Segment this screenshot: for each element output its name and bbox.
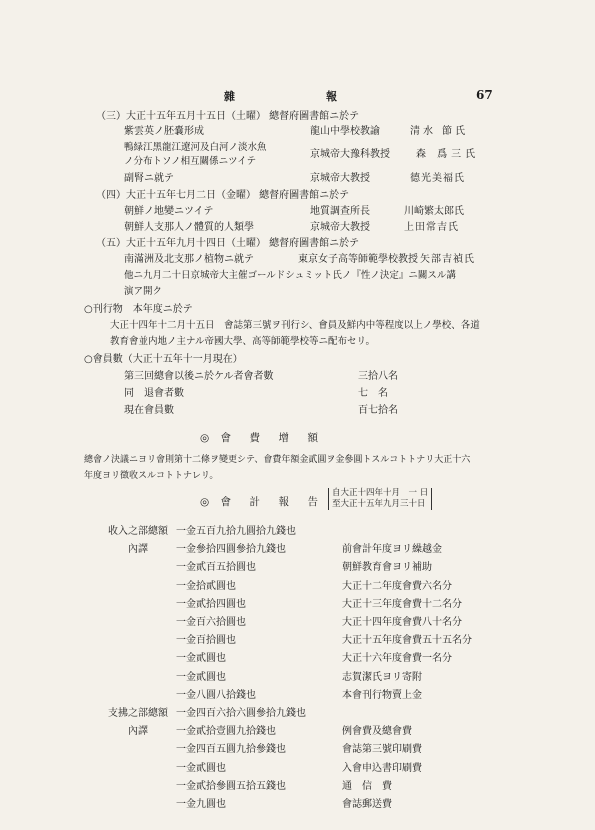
lecture-org: 龍山中學校教諭 [310,126,380,137]
accounts-period [328,488,432,510]
income-item-amount: 一金貳百五拾圓也 [176,562,256,574]
expense-item-desc: 通 信 費 [342,780,392,792]
expense-item-amount: 一金貳圓也 [176,762,226,774]
publication-body-cont: 教育會並内地ノ主ナル帝國大學、高等師範學校等ニ配布セリ。 [110,336,376,347]
income-item-desc: 大正十五年度會費五十五名分 [342,635,472,647]
meeting-note-cont: 演ア開ク [124,286,163,297]
lecture-name: 川崎繁太郎氏 [404,206,464,217]
meeting-note: 他ニ九月二十日京城帝大主催ゴールドシュミット氏ノ『性ノ決定』ニ關スル講 [124,270,456,281]
income-item-amount: 一金貳拾四圓也 [176,598,246,610]
meeting-5 [96,237,359,251]
members-row-label: 第三回總會以後ニ於ケル者會者數 [124,371,274,382]
income-item-amount: 一金拾貳圓也 [176,580,236,592]
running-header [0,88,595,104]
lecture-title-cont: ノ分布トソノ相互關係ニツイテ [124,156,257,167]
lecture-title: 南滿洲及北支那ノ植物ニ就テ [124,254,254,265]
expense-item-amount: 一金九圓也 [176,799,226,810]
meeting-label: （三） [96,111,126,122]
publication-heading: ○刊行物 本年度ニ於テ [84,304,193,315]
fee-body-cont: 年度ヨリ徴收スルコトトナレリ。 [84,471,219,481]
expense-item-amount: 一金貳拾壹圓九拾錢也 [176,726,276,738]
income-item-desc: 前會計年度ヨリ繰越金 [342,544,442,556]
lecture-title: 朝鮮ノ地變ニツイテ [124,206,214,217]
income-item-desc: 大正十三年度會費十二名分 [342,598,462,610]
income-item-amount: 一金貳圓也 [176,653,226,665]
period-from: 自大正十四年十月 一 日 [332,488,429,498]
expense-total-amount: 一金四百六拾六圓參拾九錢也 [176,708,306,719]
meeting-date: 大正十五年七月二日（金曜） 總督府圖書館ニ於テ [126,190,350,201]
publication-body: 大正十四年十二月十五日 會誌第三號ヲ刊行シ、會員及鮮内中等程度以上ノ學校、各道 [110,320,480,331]
expense-item-desc: 例會費及總會費 [342,726,412,738]
income-item-amount: 一金八圓八拾錢也 [176,689,256,701]
income-item-amount: 一金百拾圓也 [176,635,236,647]
fee-body: 總會ノ決議ニヨリ會則第十二條ヲ變更シテ、會費年額金貳圓ヲ金參圓トスルコトトナリ大正十六 [84,455,471,465]
meeting-date: 大正十五年五月十五日（土曜） 總督府圖書館ニ於テ [126,111,360,122]
lecture-name: 森 爲三氏 [416,149,480,160]
income-item-amount: 一金參拾四圓參拾九錢也 [176,544,286,556]
lecture-title: 鴨緑江黑龍江遼河及白河ノ淡水魚 [124,142,267,153]
income-item-desc: 朝鮮教育會ヨリ補助 [342,562,432,574]
expense-item-desc: 會誌第三號印刷費 [342,744,422,756]
income-item-amount: 一金百六拾圓也 [176,617,246,628]
period-to: 至大正十五年九月三十日 [332,499,426,509]
expense-item-desc: 會誌郵送費 [342,799,392,810]
income-item-desc: 大正十四年度會費八十名分 [342,617,462,628]
meeting-date: 大正十五年九月十四日（土曜） 總督府圖書館ニ於テ [126,238,360,249]
lecture-title: 紫雲英ノ胚嚢形成 [124,126,204,137]
lecture-org: 地質調查所長 [310,206,370,217]
fee-title: ◎ 會 費 增 額 [200,432,322,444]
members-heading: ○會員數（大正十五年十一月現在） [84,354,243,365]
income-item-amount: 一金貳圓也 [176,671,226,683]
lecture-org: 京城帝大豫科教授 [310,149,390,160]
expense-item-amount: 一金四百五圓九拾參錢也 [176,744,286,756]
expense-breakdown-label: 內譯 [128,726,148,738]
members-row-label: 同 退會者數 [124,388,184,399]
expense-total-label: 支拂之部總額 [108,708,168,719]
lecture-name: 上田常吉氏 [404,222,459,233]
lecture-title: 副腎ニ就テ [124,173,174,184]
income-item-desc: 本會刊行物賣上金 [342,689,422,701]
members-row-value: 三拾八名 [358,371,398,382]
income-total-label: 收入之部總額 [108,526,168,537]
income-item-desc: 大正十二年度會費六名分 [342,580,452,592]
members-row-value: 七 名 [358,388,388,399]
lecture-title: 朝鮮人支那人ノ體質的人類學 [124,222,254,233]
lecture-name: 矢部吉禎氏 [420,254,475,265]
members-row-label: 現在會員數 [124,405,174,416]
income-item-desc: 大正十六年度會費一名分 [342,653,452,665]
lecture-org: 東京女子高等師範學校教授 [298,254,418,265]
meeting-3 [96,110,359,124]
income-breakdown-label: 內譯 [128,544,148,556]
expense-item-desc: 入會申込書印刷費 [342,762,422,774]
meeting-label: （五） [96,238,126,249]
lecture-name: 德光美福氏 [410,173,465,184]
members-row-value: 百七拾名 [358,405,398,416]
expense-item-amount: 一金貳拾參圓五拾五錢也 [176,780,286,792]
income-item-desc: 志賀潔氏ヨリ寄附 [342,671,422,683]
lecture-org: 京城帝大教授 [310,173,370,184]
header-right: 報 [326,90,337,103]
income-total-amount: 一金五百九拾九圓拾九錢也 [176,526,296,537]
lecture-name: 清水 節氏 [410,126,469,137]
page-number: 67 [476,88,493,102]
accounts-title: ◎ 會 計 報 告 [200,496,322,508]
meeting-label: （四） [96,190,126,201]
meeting-4 [96,189,349,203]
lecture-org: 京城帝大教授 [310,222,370,233]
header-left: 雜 [224,90,237,103]
